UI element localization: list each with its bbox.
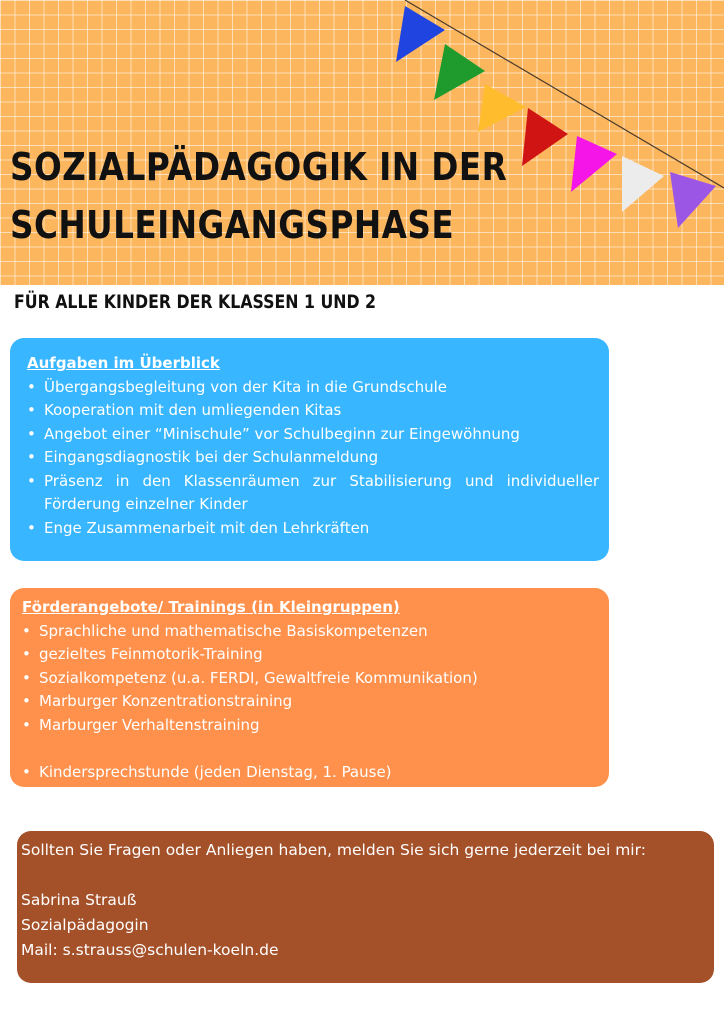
contact-box [17,831,714,983]
title-line-2: SCHULEINGANGSPHASE [10,203,455,247]
bunting-flag-green [434,44,485,100]
page-subtitle: FÜR ALLE KINDER DER KLASSEN 1 UND 2 [14,291,377,313]
contact-name: Sabrina Strauß [21,891,137,909]
bunting-flag-purple [670,172,716,228]
bunting-flag-magenta [571,136,617,192]
list-item: • Übergangsbegleitung von der Kita in die Grundschule [27,376,599,400]
title-line-1: SOZIALPÄDAGOGIK IN DER [10,145,508,189]
page-title [10,138,507,254]
list-item: • Eingangsdiagnostik bei der Schulanmeldung [27,446,599,470]
tasks-list [27,376,599,541]
trainings-list [22,620,599,738]
list-item: • Enge Zusammenarbeit mit den Lehrkräften [27,517,599,541]
list-item: • Marburger Konzentrationstraining [22,690,599,714]
contact-role: Sozialpädagogin [21,916,149,934]
contact-mail: Mail: s.strauss@schulen-koeln.de [21,941,279,959]
list-gap [22,737,599,761]
list-item: • Sprachliche und mathematische Basiskompetenzen [22,620,599,644]
list-item: • Angebot einer “Minischule” vor Schulbeginn zur Eingewöhnung [27,423,599,447]
trainings-box [10,588,609,787]
list-item: • Präsenz in den Klassenräumen zur Stabilisierung und individueller Förderung einzelner Kinder [27,470,599,517]
trainings-heading: Förderangebote/ Trainings (in Kleingruppen) [22,598,400,616]
trainings-extra-list [22,761,599,785]
bunting-flag-blue [396,6,445,62]
contact-intro: Sollten Sie Fragen oder Anliegen haben, melden Sie sich gerne jederzeit bei mir: [21,841,646,859]
tasks-box [10,338,609,561]
list-item: • Sozialkompetenz (u.a. FERDI, Gewaltfreie Kommunikation) [22,667,599,691]
tasks-heading: Aufgaben im Überblick [27,354,220,372]
bunting-flag-yellow [478,84,526,132]
list-item-sprechstunde: • Kindersprechstunde (jeden Dienstag, 1. Pause) [22,761,599,785]
contact-spacer [21,863,704,888]
bunting-flag-red [522,108,568,166]
header-banner [0,0,724,285]
list-item: • Kooperation mit den umliegenden Kitas [27,399,599,423]
list-item: • Marburger Verhaltenstraining [22,714,599,738]
bunting-flag-white [622,156,664,212]
list-item: • gezieltes Feinmotorik-Training [22,643,599,667]
